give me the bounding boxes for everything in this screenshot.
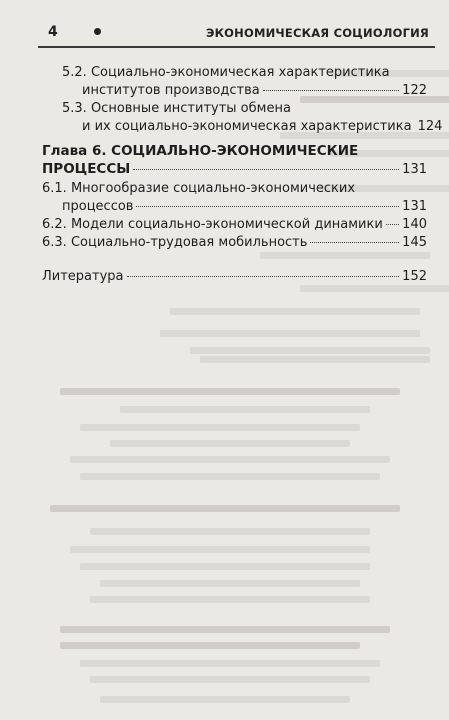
bleed-through-line [50,505,400,512]
bleed-through-line [120,406,370,413]
toc-entry-5-3-line2 [82,119,443,135]
toc-entry-text: 6.3. Социально-трудовая мобильность [42,235,308,250]
toc-chapter-6-line2 [42,161,427,178]
toc-entry-text: ПРОЦЕССЫ [42,161,131,177]
bleed-through-line [90,596,370,603]
toc-entry-6-2 [42,217,427,233]
dot-leader [263,90,399,91]
dot-leader [136,206,399,207]
bleed-through-line [100,580,360,587]
bleed-through-line [60,388,400,395]
bleed-through-line [90,528,370,535]
header-rule [38,46,435,48]
bleed-through-line [200,356,430,363]
toc-entry-text: 6.2. Модели социально-экономической динамики [42,217,383,232]
running-title: ЭКОНОМИЧЕСКАЯ СОЦИОЛОГИЯ [205,26,429,40]
bleed-through-line [80,473,380,480]
toc-page-number: 124 [417,119,443,134]
toc-entry-5-3-line1: 5.3. Основные институты обмена [62,101,291,116]
bleed-through-line [160,330,420,337]
page-number: 4 [48,24,58,40]
bleed-through-line [80,563,370,570]
toc-entry-6-3 [42,235,427,251]
toc-page-number: 122 [402,83,427,98]
bleed-through-line [100,696,350,703]
bleed-through-line [90,676,370,683]
page-header [0,0,449,56]
toc-entry-literature [42,269,427,285]
toc-page-number: 140 [402,217,427,232]
bleed-through-line [80,424,360,431]
bleed-through-line [70,546,370,553]
toc-page-number: 131 [402,199,427,214]
toc-entry-text: институтов производства [82,83,260,98]
bleed-through-line [60,626,390,633]
dot-leader [133,169,399,170]
dot-leader [386,224,399,225]
bleed-through-line [300,285,449,292]
bleed-through-line [260,252,430,259]
toc-entry-5-2-line1: 5.2. Социально-экономическая характеристика [62,65,390,80]
dot-leader [127,276,400,277]
toc-page-number: 152 [402,269,427,284]
toc-page-number: 131 [402,162,427,177]
bleed-through-line [80,660,380,667]
bleed-through-line [110,440,350,447]
toc-entry-text: процессов [62,199,134,214]
toc-entry-6-1-line1: 6.1. Многообразие социально-экономических [42,181,356,196]
toc-chapter-6-line1: Глава 6. СОЦИАЛЬНО-ЭКОНОМИЧЕСКИЕ [42,143,359,159]
bleed-through-line [70,456,390,463]
toc-entry-text: Литература [42,269,124,284]
bullet-dot [94,28,101,35]
dot-leader [310,242,399,243]
bleed-through-line [60,642,360,649]
toc-entry-text: и их социально-экономическая характеристика [82,119,412,134]
bleed-through-line [170,308,420,315]
bleed-through-line [190,347,430,354]
toc-page-number: 145 [402,235,427,250]
toc-entry-6-1-line2 [62,199,427,215]
toc-entry-5-2-line2 [82,83,427,99]
